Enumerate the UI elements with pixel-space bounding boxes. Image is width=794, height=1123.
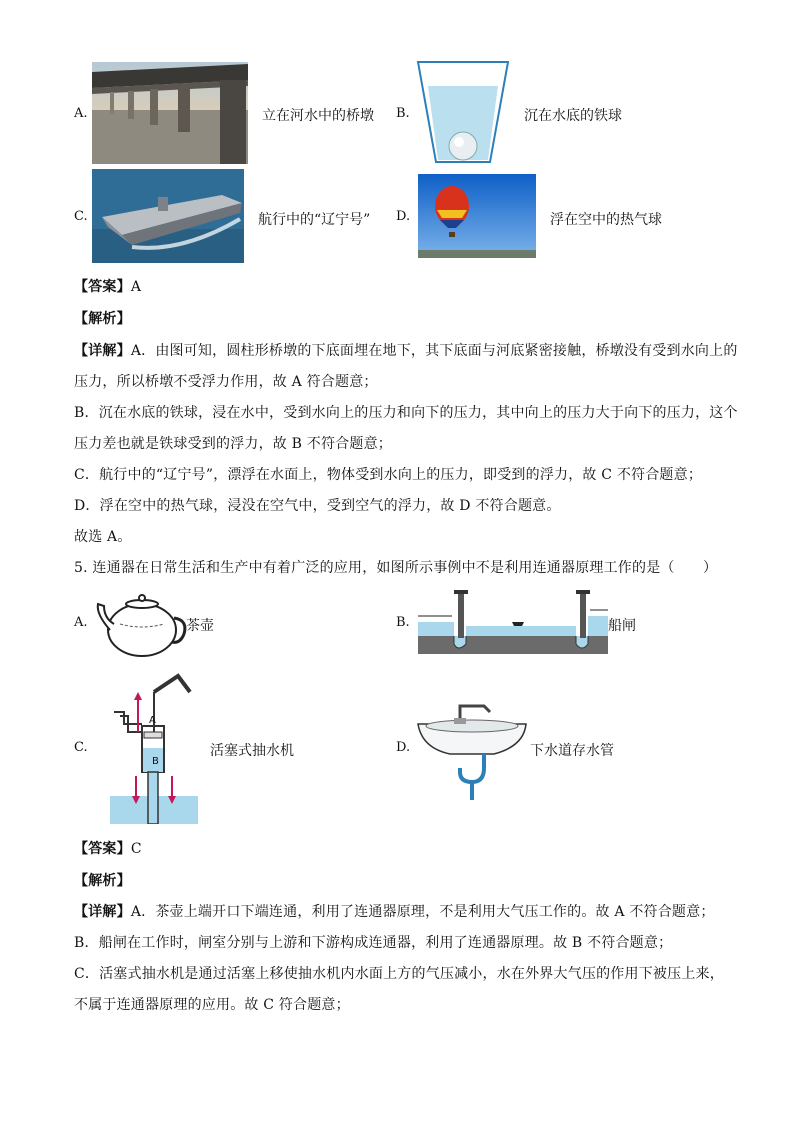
q5-option-c-letter: C. <box>74 740 88 755</box>
q5-stem: 5. 连通器在日常生活和生产中有着广泛的应用，如图所示事例中不是利用连通器原理工作的是（ ） <box>74 560 718 576</box>
option-c-letter: C. <box>74 209 88 224</box>
analysis-tag: 【解析】 <box>74 311 131 327</box>
q4-detail-line-3: B．沉在水底的铁球，浸在水中，受到水向上的压力和向下的压力，其中向上的压力大于向下的压力，这个 <box>74 405 738 421</box>
q4-detail-line-5: C．航行中的“辽宁号”，漂浮在水面上，物体受到水向上的压力，即受到的浮力，故 C 不符合题意； <box>74 467 703 483</box>
option-a-caption: 立在河水中的桥墩 <box>262 108 374 124</box>
detail-tag: 【详解】 <box>74 343 131 359</box>
q4-detail-line-4: 压力差也就是铁球受到的浮力，故 B 不符合题意； <box>74 436 392 452</box>
teapot-icon <box>92 584 188 660</box>
q4-answer-line <box>74 276 141 296</box>
q5-detail-line-1: 【详解】A．茶壶上端开口下端连通，利用了连通器原理，不是利用大气压工作的。故 A 不符合题意； <box>74 904 715 920</box>
q4-detail-line-7: 故选 A。 <box>74 529 132 545</box>
q5-detail-line-3: C．活塞式抽水机是通过活塞上移使抽水机内水面上方的气压减小，水在外界大气压的作用下被压上来， <box>74 966 724 982</box>
q5-option-d-caption: 下水道存水管 <box>530 743 614 759</box>
hot-air-balloon-photo <box>418 174 536 258</box>
answer-tag: 【答案】 <box>74 279 131 295</box>
iron-ball-in-water <box>414 60 512 164</box>
q5-option-c-caption: 活塞式抽水机 <box>210 743 294 759</box>
sink-trap-diagram <box>414 696 530 800</box>
q4-detail-line-1: 【详解】A．由图可知，圆柱形桥墩的下底面埋在地下，其下底面与河底紧密接触，桥墩没有受到水向上的 <box>74 343 738 359</box>
pump-label-a: A <box>149 715 156 726</box>
pump-label-b: B <box>152 756 159 767</box>
aircraft-carrier-photo <box>92 169 244 263</box>
detail-tag: 【详解】 <box>74 904 131 920</box>
option-d-letter: D. <box>396 209 411 224</box>
option-c-caption: 航行中的“辽宁号” <box>258 212 371 228</box>
q5-option-b-letter: B. <box>396 615 410 630</box>
q5-option-d-letter: D. <box>396 740 411 755</box>
answer-tag: 【答案】 <box>74 841 131 857</box>
analysis-tag: 【解析】 <box>74 873 131 889</box>
q5-detail-line-4: 不属于连通器原理的应用。故 C 符合题意； <box>74 997 350 1013</box>
answer-value: A <box>130 279 142 295</box>
option-a-letter: A. <box>74 106 88 121</box>
piston-pump-diagram <box>102 672 198 824</box>
option-b-caption: 沉在水底的铁球 <box>524 108 622 124</box>
ship-lock-diagram <box>418 586 608 656</box>
answer-value: C <box>130 841 142 857</box>
option-d-caption: 浮在空中的热气球 <box>550 212 662 228</box>
q5-option-b-caption: 船闸 <box>608 618 636 634</box>
q4-detail-line-2: 压力，所以桥墩不受浮力作用，故 A 符合题意； <box>74 374 378 390</box>
bridge-pier-photo <box>92 62 248 164</box>
option-b-letter: B. <box>396 106 410 121</box>
q5-option-a-caption: 茶壶 <box>186 618 214 634</box>
q5-answer-line <box>74 838 142 858</box>
q5-option-a-letter: A. <box>74 615 88 630</box>
q5-detail-line-2: B．船闸在工作时，闸室分别与上游和下游构成连通器，利用了连通器原理。故 B 不符合题意； <box>74 935 673 951</box>
q4-detail-line-6: D．浮在空中的热气球，浸没在空气中，受到空气的浮力，故 D 不符合题意。 <box>74 498 561 514</box>
